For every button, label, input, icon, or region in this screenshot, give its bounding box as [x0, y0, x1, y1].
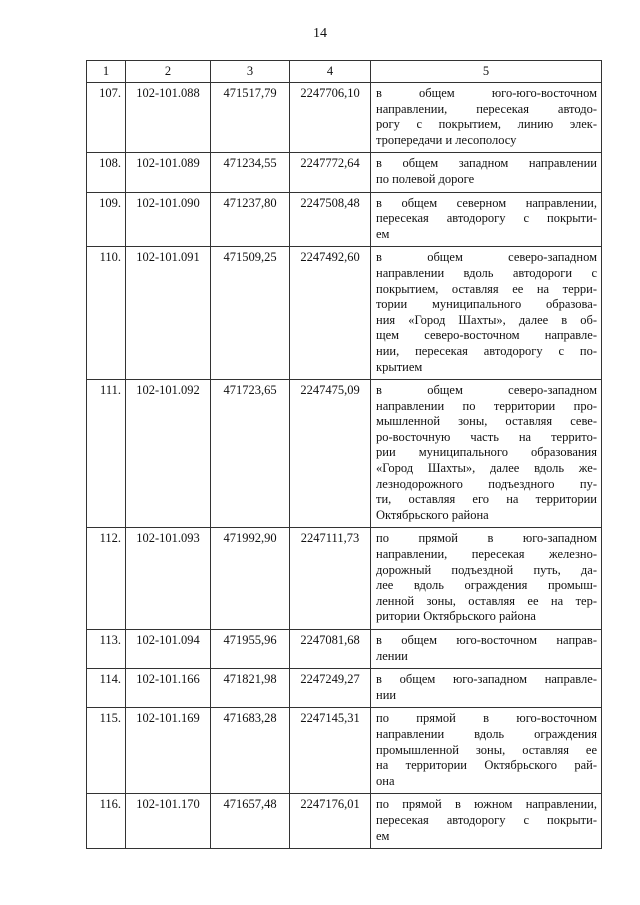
description-line: дорожный подъездной путь, да- [376, 562, 597, 577]
description-line: ро-восточную часть на террито- [376, 429, 597, 444]
table-row [87, 794, 602, 849]
point-number-cell: 116. [87, 794, 126, 849]
column-header: 4 [290, 61, 371, 83]
description-cell [371, 794, 602, 849]
description-line: в общем северном направлении, [376, 195, 597, 210]
description-line: промышленной зоны, оставляя ее [376, 742, 597, 757]
description-line: направлении вдоль автодороги с [376, 265, 597, 280]
y-coordinate-cell: 2247492,60 [290, 247, 371, 380]
description-line: рогу с покрытием, линию элек- [376, 117, 597, 132]
point-code-cell: 102-101.089 [126, 153, 211, 192]
table-row [87, 153, 602, 192]
y-coordinate-cell: 2247508,48 [290, 192, 371, 247]
description-cell [371, 380, 602, 528]
description-cell [371, 247, 602, 380]
x-coordinate-cell: 471509,25 [211, 247, 290, 380]
description-line: ем [376, 226, 390, 241]
description-cell [371, 669, 602, 708]
description-line: ритории Октябрьского района [376, 609, 536, 624]
description-line: ти, оставляя его на территории [376, 492, 597, 507]
page-number: 14 [313, 26, 327, 41]
point-number-cell: 112. [87, 528, 126, 630]
description-cell [371, 153, 602, 192]
table-row [87, 192, 602, 247]
point-number-cell: 111. [87, 380, 126, 528]
description-line: в общем юго-юго-восточном [376, 86, 597, 100]
table-row [87, 83, 602, 153]
description-line: нии [376, 687, 397, 702]
table-row [87, 528, 602, 630]
point-code-cell: 102-101.170 [126, 794, 211, 849]
y-coordinate-cell: 2247706,10 [290, 83, 371, 153]
table-row [87, 380, 602, 528]
point-number-cell: 114. [87, 669, 126, 708]
point-code-cell: 102-101.169 [126, 708, 211, 794]
x-coordinate-cell: 471683,28 [211, 708, 290, 794]
column-header: 1 [87, 61, 126, 83]
description-line: нии, пересекая автодорогу с по- [376, 343, 597, 358]
x-coordinate-cell: 471723,65 [211, 380, 290, 528]
y-coordinate-cell: 2247475,09 [290, 380, 371, 528]
description-line: лении [376, 648, 408, 663]
point-number-cell: 115. [87, 708, 126, 794]
description-line: тории муниципального образова- [376, 297, 597, 312]
description-line: покрытием, оставляя ее на терри- [376, 281, 597, 296]
x-coordinate-cell: 471955,96 [211, 630, 290, 669]
description-line: она [376, 773, 395, 788]
x-coordinate-cell: 471234,55 [211, 153, 290, 192]
y-coordinate-cell: 2247249,27 [290, 669, 371, 708]
x-coordinate-cell: 471992,90 [211, 528, 290, 630]
description-line: мышленной зоны, оставляя севе- [376, 414, 597, 429]
table-row [87, 630, 602, 669]
x-coordinate-cell: 471821,98 [211, 669, 290, 708]
description-line: в общем северо-западном [376, 250, 597, 265]
table-body [87, 83, 602, 849]
point-code-cell: 102-101.166 [126, 669, 211, 708]
point-number-cell: 109. [87, 192, 126, 247]
table-header-row [87, 61, 602, 83]
point-code-cell: 102-101.092 [126, 380, 211, 528]
table-row [87, 708, 602, 794]
y-coordinate-cell: 2247081,68 [290, 630, 371, 669]
point-code-cell: 102-101.091 [126, 247, 211, 380]
point-number-cell: 113. [87, 630, 126, 669]
boundary-points-table [86, 60, 602, 849]
description-line: пересекая автодорогу с покрыти- [376, 211, 597, 226]
description-line: направлении вдоль ограждения [376, 726, 597, 741]
description-line: ния «Город Шахты», далее в об- [376, 312, 597, 327]
description-cell [371, 528, 602, 630]
description-line: ем [376, 828, 390, 843]
description-line: направлении, пересекая железно- [376, 547, 597, 562]
description-line: щем северо-восточном направле- [376, 328, 597, 343]
description-line: Октябрьского района [376, 507, 489, 522]
description-line: на территории Октябрьского рай- [376, 758, 597, 773]
point-code-cell: 102-101.088 [126, 83, 211, 153]
description-cell [371, 708, 602, 794]
table-row [87, 247, 602, 380]
y-coordinate-cell: 2247111,73 [290, 528, 371, 630]
description-line: направлении по территории про- [376, 398, 597, 413]
description-line: по прямой в юго-восточном [376, 711, 597, 726]
column-header: 3 [211, 61, 290, 83]
table-row [87, 669, 602, 708]
description-line: в общем западном направлении [376, 156, 597, 171]
x-coordinate-cell: 471657,48 [211, 794, 290, 849]
description-line: рии муниципального образования [376, 445, 597, 460]
description-line: тропередачи и лесополосу [376, 132, 517, 147]
point-code-cell: 102-101.093 [126, 528, 211, 630]
description-line: ленной зоны, оставляя ее на тер- [376, 593, 597, 608]
y-coordinate-cell: 2247145,31 [290, 708, 371, 794]
point-number-cell: 110. [87, 247, 126, 380]
point-number-cell: 107. [87, 83, 126, 153]
x-coordinate-cell: 471237,80 [211, 192, 290, 247]
x-coordinate-cell: 471517,79 [211, 83, 290, 153]
point-code-cell: 102-101.094 [126, 630, 211, 669]
description-line: в общем северо-западном [376, 383, 597, 398]
description-line: «Город Шахты», далее вдоль же- [376, 461, 597, 476]
y-coordinate-cell: 2247176,01 [290, 794, 371, 849]
description-cell [371, 192, 602, 247]
column-header: 5 [371, 61, 602, 83]
y-coordinate-cell: 2247772,64 [290, 153, 371, 192]
description-line: по прямой в южном направлении, [376, 797, 597, 812]
point-code-cell: 102-101.090 [126, 192, 211, 247]
description-line: лее вдоль ограждения промыш- [376, 578, 597, 593]
description-line: в общем юго-восточном направ- [376, 633, 597, 647]
description-line: по прямой в юго-западном [376, 531, 597, 546]
description-cell [371, 83, 602, 153]
column-header: 2 [126, 61, 211, 83]
description-cell [371, 630, 602, 669]
point-number-cell: 108. [87, 153, 126, 192]
description-line: направлении, пересекая автодо- [376, 101, 597, 116]
description-line: в общем юго-западном направле- [376, 672, 597, 687]
description-line: пересекая автодорогу с покрыти- [376, 812, 597, 827]
description-line: лезнодорожного подъездного пу- [376, 476, 597, 491]
description-line: по полевой дороге [376, 171, 475, 186]
description-line: крытием [376, 359, 423, 374]
